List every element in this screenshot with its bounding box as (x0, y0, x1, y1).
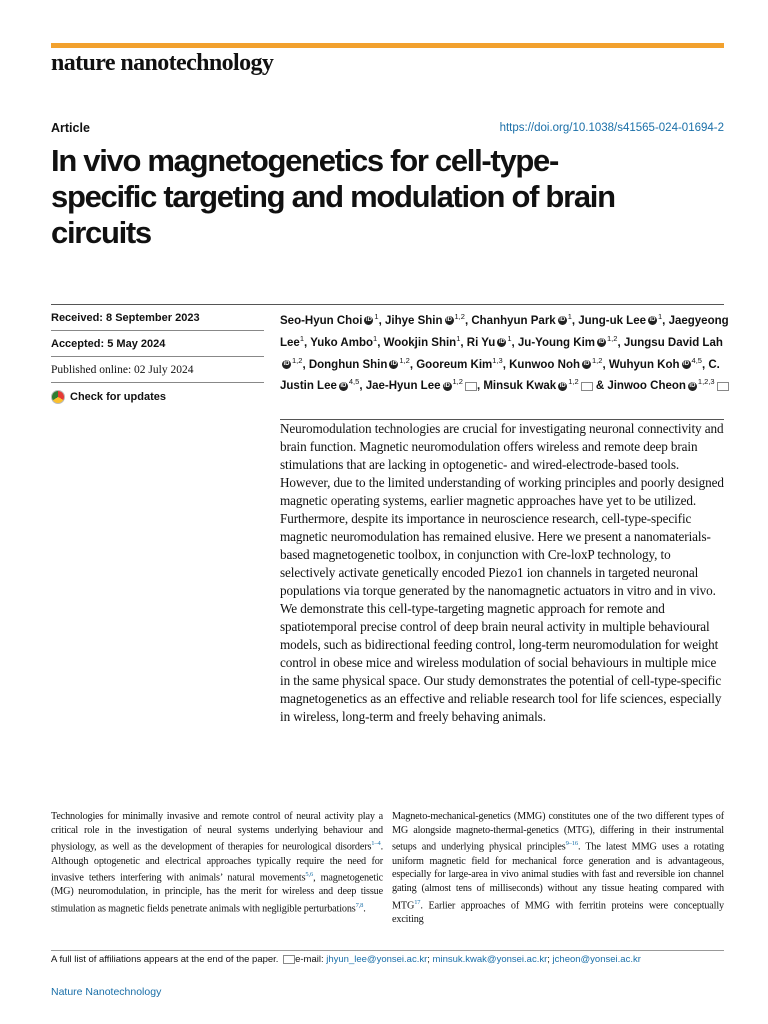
affiliation-number: 1,2 (568, 377, 579, 387)
email-icon (283, 955, 295, 964)
orcid-icon[interactable]: iD (649, 317, 656, 324)
author-name[interactable]: Wuhyun Koh (608, 358, 680, 371)
orcid-icon[interactable]: iD (559, 382, 566, 389)
body-text: . Although optogenetic and electrical approaches typically require the need for invasive tethers interfering with animals’ natural movements (51, 841, 383, 884)
affiliation-number: 1 (567, 312, 572, 321)
orcid-icon[interactable]: iD (683, 360, 690, 367)
author-name[interactable]: Seo-Hyun Choi (280, 314, 363, 327)
accepted-date: Accepted: 5 May 2024 (51, 331, 264, 357)
author-name[interactable]: Gooreum Kim (416, 358, 493, 371)
author-name[interactable]: Jungsu David Lah (623, 336, 723, 349)
affiliation-number: 1,2 (399, 355, 410, 365)
author-name[interactable]: Yuko Ambo (310, 336, 374, 349)
author-name[interactable]: Jaegyeong Lee (280, 314, 729, 349)
citation-link[interactable]: 9–16 (565, 840, 578, 848)
author-name[interactable]: Jae-Hyun Lee (365, 380, 441, 393)
affiliation-number: 1 (658, 312, 663, 321)
check-updates-label: Check for updates (70, 391, 166, 403)
abstract: Neuromodulation technologies are crucial for investigating neuronal connectivity and brain function. Magnetic neuromodulation offers wireless and remote deep brain stimulations that are lacking in optogenetic- and wired-electrode-based tools. However, due to the limited understanding of working principles and poorly designed magnetic operating systems, earlier magnetic approaches have yet to be utilized. Furthermore, despite its importance in neuroscience research, cell-type-specific magnetic neuromodulation has remained elusive. Here we present a nanomaterials-based magnetogenetic toolbox, in conjunction with Cre-loxP technology, to selectively activate genetically encoded Piezo1 ion channels in targeted neuronal populations via torque generated by the nanomagnetic actuators in vitro and in vivo. We demonstrate this cell-type-targeting magnetic approach for remote and spatiotemporal precise control of deep brain neural activity in multiple behavioural models, such as bidirectional feeding control, long-term neuromodulation for weight control in obese mice and wireless modulation of social behaviours in multiple mice in the same physical space. Our study demonstrates the potential of cell-type-specific magnetogenetics as an effective and reliable research tool for life sciences, especially in wireless, long-term and freely behaving animals. (280, 421, 724, 724)
email-icon[interactable] (717, 382, 729, 391)
email-label: e-mail: (295, 954, 324, 965)
orcid-icon[interactable]: iD (365, 317, 372, 324)
affiliation-number: 1,2 (607, 333, 618, 343)
email-link[interactable]: minsuk.kwak@yonsei.ac.kr (432, 954, 548, 965)
affiliation-number: 4,5 (348, 377, 360, 387)
orcid-icon[interactable]: iD (444, 382, 450, 389)
footnote-text: A full list of affiliations appears at the end of the paper. (51, 954, 279, 965)
body-text: . The latest MMG uses a rotating uniform magnetic field for mechanical force generation and is advantageous, especially for large-area in vivo animal studies with fast and reversible ion channel gating (almost tens of milliseconds) without any tissue heating compared with MTG (392, 841, 724, 911)
body-column-2 (392, 810, 724, 926)
published-date: Published online: 02 July 2024 (51, 357, 264, 383)
author-list: Seo-Hyun Choi iD $^1$, Jihye Shin iD $^{1,2}$, Chanhyun Park iD $^1$, Jung-uk Lee iD $^1$, Jaegyeong Lee$^1$, Yuko Ambo$^1$, Wookjin Shin$^1$, Ri Yu iD $^1$, Ju-Young Kim iD $^{1,2}$, Jungsu David LahiD $^{1,2}$, Donghun Shin iD $^{1,2}$, Gooreum Kim$^{1,3}$, Kunwoo Noh iD $^{1,2}$, Wuhyun Koh iD $^{4,5}$, C. Justin Lee iD $^{4,5}$, Jae-Hyun Lee iD $^{1,2}$ , Minsuk Kwak iD $^{1,2}$ & Jinwoo Cheon iD $^{1,2,3}$ (280, 312, 729, 393)
orcid-icon[interactable]: iD (498, 339, 505, 346)
email-icon[interactable] (581, 382, 593, 391)
citation-link[interactable]: 7,8 (355, 902, 364, 909)
author-name[interactable]: Jung-uk Lee (578, 314, 646, 327)
footnote-divider (51, 950, 724, 951)
author-name[interactable]: Jihye Shin (384, 314, 443, 327)
orcid-icon[interactable]: iD (583, 360, 590, 367)
affiliation-number: 1 (374, 312, 379, 321)
crossmark-icon (51, 390, 65, 404)
author-name[interactable]: Donghun Shin (308, 358, 388, 371)
orcid-icon[interactable]: iD (598, 339, 605, 346)
body-text: Technologies for minimally invasive and remote control of neural activity play a critical role in the investigation of neural systems underlying behaviour and physiology, as well as the development of therapies for neurological disorders (51, 811, 383, 853)
received-date: Received: 8 September 2023 (51, 305, 264, 331)
author-name[interactable]: Ju-Young Kim (517, 336, 595, 349)
article-title: In vivo magnetogenetics for cell-type-specific targeting and modulation of brain circuits (51, 143, 615, 250)
body-text: . Earlier approaches of MMG with ferritin proteins were conceptually exciting (392, 900, 724, 925)
journal-accent-bar (51, 43, 724, 48)
journal-title: nature nanotechnology (51, 50, 274, 76)
author-name[interactable]: Jinwoo Cheon (607, 380, 686, 393)
affiliation-number: 1 (507, 333, 512, 343)
affiliation-number: 1,2 (292, 355, 303, 365)
affiliation-number: 1,2,3 (697, 377, 715, 387)
author-name[interactable]: C. Justin Lee (280, 358, 720, 393)
publication-dates (51, 305, 264, 410)
article-type-label: Article (51, 121, 90, 135)
affiliation-number: 1,2 (452, 377, 463, 387)
citation-link[interactable]: 1–4 (371, 840, 381, 848)
footer-journal-name: Nature Nanotechnology (51, 986, 162, 998)
orcid-icon[interactable]: iD (283, 360, 290, 367)
author-name[interactable]: Minsuk Kwak (483, 380, 557, 393)
body-text: Magneto-mechanical-genetics (MMG) constitutes one of the two different types of MG alongside magneto-thermal-genetics (MTG), differing in their instrumental setups and underlying physical principles (392, 811, 724, 853)
email-link[interactable]: jhyun_lee@yonsei.ac.kr (326, 954, 428, 965)
affiliation-number: 1 (456, 333, 461, 343)
doi-link[interactable]: https://doi.org/10.1038/s41565-024-01694-2 (499, 122, 724, 134)
affiliation-number: 1 (373, 333, 378, 343)
affiliations-footnote: A full list of affiliations appears at the end of the paper. e-mail: jhyun_lee@yonsei.ac.kr; minsuk.kwak@yonsei.ac.kr; jcheon@yonsei.ac.kr (51, 954, 641, 965)
email-link[interactable]: jcheon@yonsei.ac.kr (552, 954, 641, 965)
author-name[interactable]: Wookjin Shin (383, 336, 457, 349)
citation-link[interactable]: 5,6 (305, 871, 314, 879)
orcid-icon[interactable]: iD (390, 360, 397, 367)
check-updates-link[interactable] (51, 383, 264, 410)
citation-link[interactable]: 17 (414, 898, 421, 906)
email-icon[interactable] (465, 382, 477, 391)
affiliation-number: 1,2 (454, 312, 465, 321)
author-name[interactable]: Ri Yu (466, 336, 496, 349)
affiliation-number: 1,2 (592, 355, 603, 365)
affiliation-number: 1,3 (492, 355, 503, 365)
orcid-icon[interactable]: iD (340, 382, 347, 389)
affiliation-number: 1 (299, 333, 304, 343)
author-name[interactable]: Chanhyun Park (471, 314, 556, 327)
affiliation-number: 4,5 (691, 355, 702, 365)
orcid-icon[interactable]: iD (689, 382, 696, 389)
orcid-icon[interactable]: iD (559, 317, 566, 324)
body-text: , magnetogenetic (MG) neuromodulation, in principle, has the merit for wireless and deep tissue stimulation as magnetic fields penetrate animals with negligible perturbations (51, 872, 384, 915)
author-name[interactable]: Kunwoo Noh (509, 358, 581, 371)
body-text: . (363, 903, 366, 915)
orcid-icon[interactable]: iD (446, 317, 453, 324)
body-column-1 (51, 810, 383, 916)
